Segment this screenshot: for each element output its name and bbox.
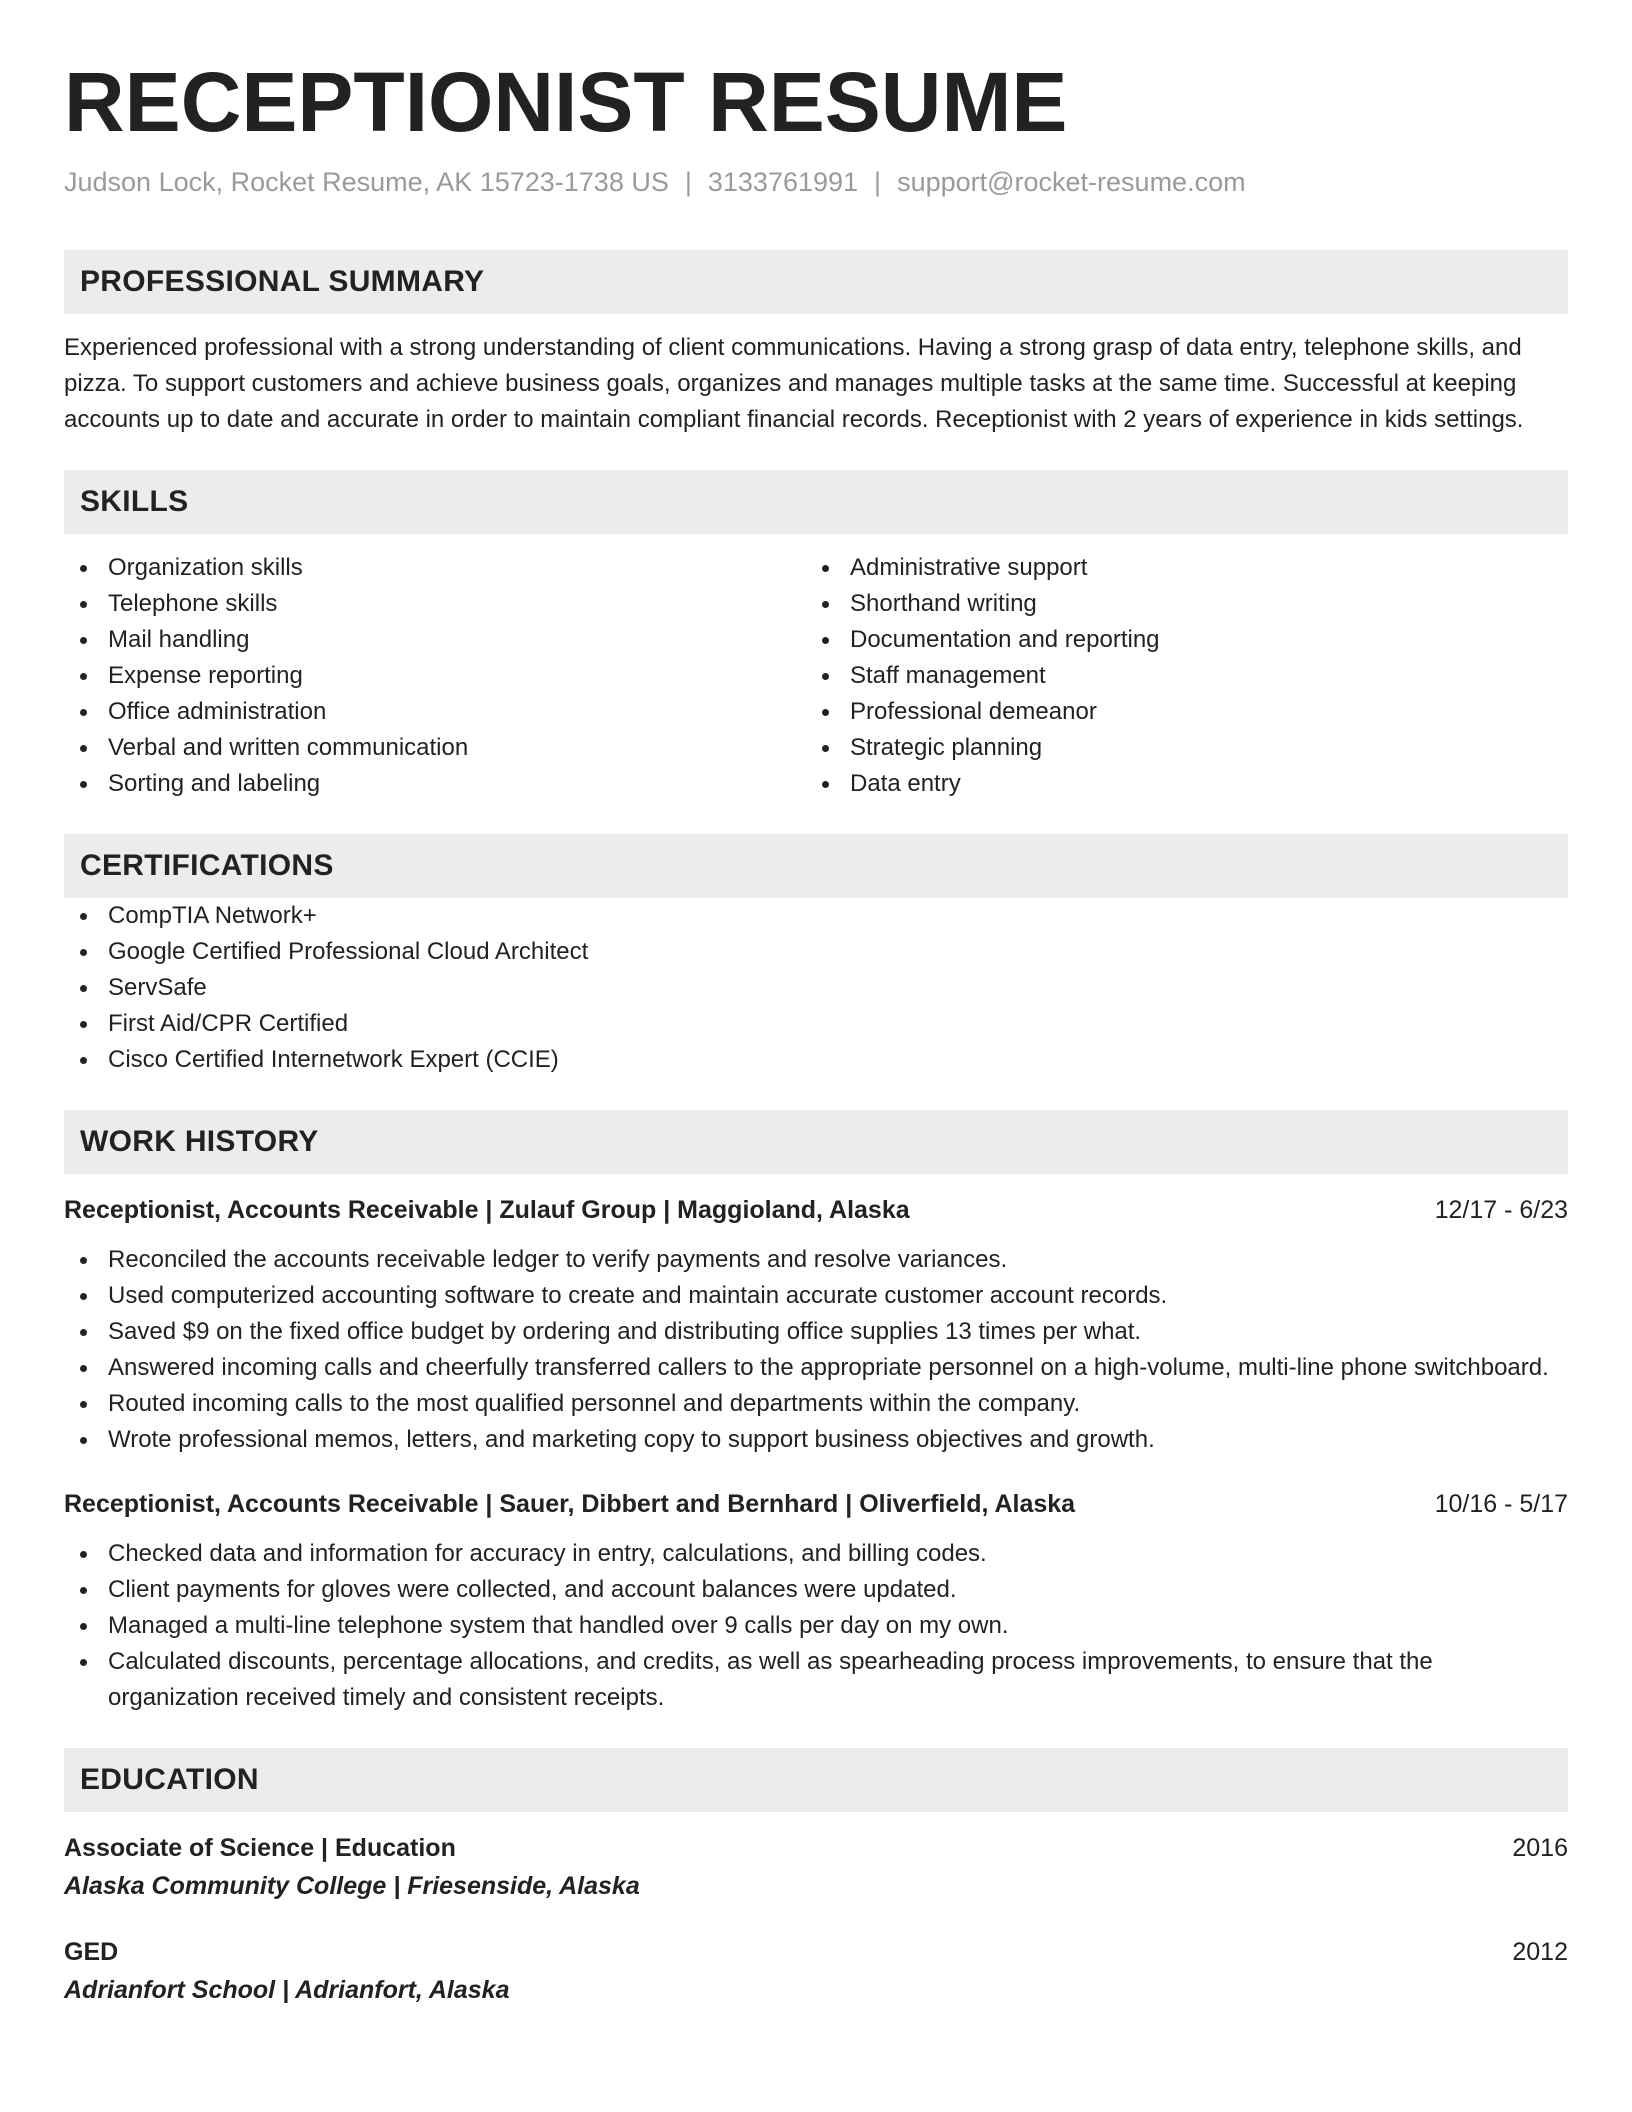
skill-item: Verbal and written communication	[64, 730, 806, 766]
resume-page	[64, 52, 1568, 2010]
certification-item: Google Certified Professional Cloud Architect	[64, 934, 1568, 970]
certification-item: CompTIA Network+	[64, 898, 1568, 934]
skills-list-left	[64, 550, 806, 802]
skill-item: Strategic planning	[806, 730, 1548, 766]
skill-item: Organization skills	[64, 550, 806, 586]
skills-columns	[64, 550, 1568, 802]
skills-column-right	[806, 550, 1548, 802]
section-header-summary: PROFESSIONAL SUMMARY	[64, 250, 1568, 314]
job-header	[64, 1192, 1568, 1228]
job-bullet: Calculated discounts, percentage allocations, and credits, as well as spearheading process improvements, to ensure that the organization received timely and consistent receipts.	[64, 1644, 1568, 1716]
education-entry	[64, 1934, 1568, 2010]
skills-column-left	[64, 550, 806, 802]
contact-line	[64, 164, 1568, 200]
job-bullet: Client payments for gloves were collected, and account balances were updated.	[64, 1572, 1568, 1608]
section-header-work-history: WORK HISTORY	[64, 1110, 1568, 1174]
job-bullet: Managed a multi-line telephone system that handled over 9 calls per day on my own.	[64, 1608, 1568, 1644]
section-header-certifications: CERTIFICATIONS	[64, 834, 1568, 898]
job-bullet: Used computerized accounting software to create and maintain accurate customer account records.	[64, 1278, 1568, 1314]
job-bullet: Saved $9 on the fixed office budget by ordering and distributing office supplies 13 times per what.	[64, 1314, 1568, 1350]
certification-item: First Aid/CPR Certified	[64, 1006, 1568, 1042]
education-school: Alaska Community College | Friesenside, Alaska	[64, 1872, 640, 1900]
skill-item: Telephone skills	[64, 586, 806, 622]
resume-title: RECEPTIONIST RESUME	[64, 55, 1068, 149]
skill-item: Administrative support	[806, 550, 1548, 586]
skill-item: Office administration	[64, 694, 806, 730]
skill-item: Staff management	[806, 658, 1548, 694]
contact-address: Judson Lock, Rocket Resume, AK 15723-1738 US	[64, 167, 669, 197]
skill-item: Professional demeanor	[806, 694, 1548, 730]
education-degree: Associate of Science | Education	[64, 1834, 456, 1862]
job-entry	[64, 1192, 1568, 1458]
education-degree: GED	[64, 1938, 119, 1966]
skill-item: Sorting and labeling	[64, 766, 806, 802]
job-bullet: Wrote professional memos, letters, and marketing copy to support business objectives and growth.	[64, 1422, 1568, 1458]
skill-item: Mail handling	[64, 622, 806, 658]
job-dates: 12/17 - 6/23	[1434, 1196, 1568, 1224]
contact-email: support@rocket-resume.com	[897, 167, 1246, 197]
job-dates: 10/16 - 5/17	[1434, 1490, 1568, 1518]
education-school: Adrianfort School | Adrianfort, Alaska	[64, 1976, 510, 2004]
summary-text: Experienced professional with a strong understanding of client communications. Having a strong grasp of data entry, telephone skills, and pizza. To support customers and achieve business goals, organizes and manages multiple tasks at the same time. Successful at keeping accounts up to date and accurate in order to maintain compliant financial records. Receptionist with 2 years of experience in kids settings.	[64, 334, 1524, 433]
skill-item: Expense reporting	[64, 658, 806, 694]
job-bullets	[64, 1536, 1568, 1716]
skill-item: Shorthand writing	[806, 586, 1548, 622]
education-entry	[64, 1830, 1568, 1906]
job-title: Receptionist, Accounts Receivable | Sauer, Dibbert and Bernhard | Oliverfield, Alaska	[64, 1490, 1076, 1518]
job-bullet: Routed incoming calls to the most qualified personnel and departments within the company.	[64, 1386, 1568, 1422]
education-year: 2016	[1512, 1834, 1568, 1862]
education-header	[64, 1830, 1568, 1866]
section-header-skills: SKILLS	[64, 470, 1568, 534]
job-title: Receptionist, Accounts Receivable | Zulauf Group | Maggioland, Alaska	[64, 1196, 910, 1224]
skill-item: Documentation and reporting	[806, 622, 1548, 658]
job-bullet: Checked data and information for accuracy in entry, calculations, and billing codes.	[64, 1536, 1568, 1572]
skills-list-right	[806, 550, 1548, 802]
section-header-education: EDUCATION	[64, 1748, 1568, 1812]
skill-item: Data entry	[806, 766, 1548, 802]
certifications-list	[64, 898, 1568, 1078]
contact-phone: 3133761991	[707, 167, 859, 197]
contact-separator: |	[874, 167, 882, 197]
job-bullet: Answered incoming calls and cheerfully transferred callers to the appropriate personnel on a high-volume, multi-line phone switchboard.	[64, 1350, 1568, 1386]
education-year: 2012	[1512, 1938, 1568, 1966]
certification-item: ServSafe	[64, 970, 1568, 1006]
job-entry	[64, 1486, 1568, 1716]
contact-separator: |	[684, 167, 692, 197]
education-header	[64, 1934, 1568, 1970]
job-header	[64, 1486, 1568, 1522]
job-bullets	[64, 1242, 1568, 1458]
job-bullet: Reconciled the accounts receivable ledger to verify payments and resolve variances.	[64, 1242, 1568, 1278]
certification-item: Cisco Certified Internetwork Expert (CCIE)	[64, 1042, 1568, 1078]
